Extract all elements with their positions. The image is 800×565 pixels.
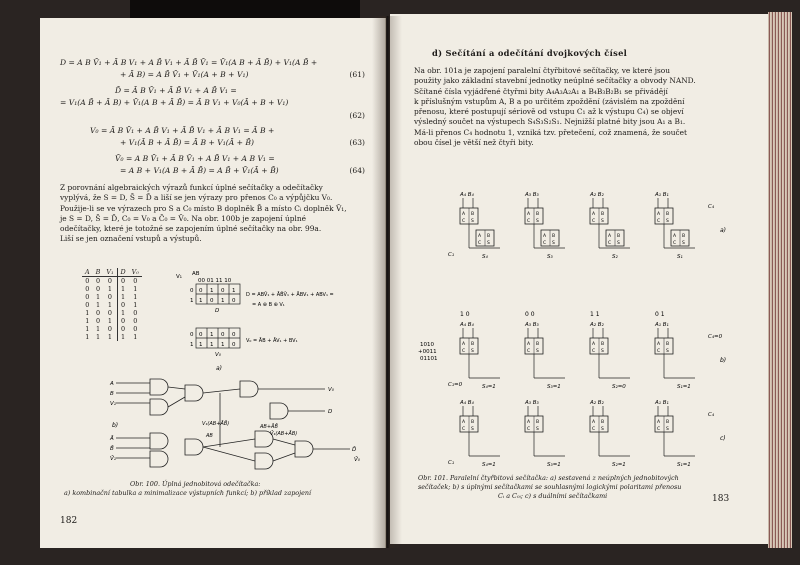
- sum-output-label: S₄=1: [482, 384, 496, 390]
- truth-table-cell: 1: [117, 285, 129, 293]
- block-letter-s: S: [536, 349, 539, 354]
- para-line: odečítačky, které je totožné se zapojením úplné sečítačky na obr. 99a.: [60, 224, 322, 234]
- truth-table-cell: 1: [85, 325, 90, 333]
- sum-example-result: 01101: [420, 356, 438, 362]
- equation-63-line2: + V₁(Ā B + Ā B̄) = Ā B + V₁(Ā + B̄): [120, 138, 254, 147]
- block-letter-c: C: [527, 427, 531, 432]
- para-line: Z porovnání algebraických výrazů funkcí úplné sečítačky a odečítačky: [60, 183, 323, 192]
- truth-table-cell: 1: [117, 333, 129, 341]
- truth-table-cell: 1: [133, 293, 138, 301]
- svg-text:0: 0: [221, 288, 225, 294]
- svg-text:1: 1: [210, 342, 214, 348]
- block-letter-b: B: [487, 234, 491, 239]
- karnaugh-maps: [172, 266, 382, 376]
- para-line: Sčítané čísla vyjádřené čtyřmi bity A₄A₃A₂A₁ a B₄B₃B₂B₁ se přivádějí: [414, 86, 668, 96]
- svg-text:0: 0: [232, 342, 236, 348]
- input-b-label: B: [110, 391, 114, 397]
- fig100-label-a: a): [216, 365, 223, 372]
- block-letter-c: C: [462, 427, 466, 432]
- block-letter-b: B: [471, 342, 475, 347]
- block-letter-b: B: [536, 420, 540, 425]
- input-a-label: A: [110, 381, 114, 387]
- block-letter-c: C: [592, 427, 596, 432]
- block-letter-b: B: [601, 212, 605, 217]
- equation-64-line2: = A B + V₁(A B + Ā B̄) = A B̄ + V̄₁(Ā + B̄): [120, 166, 279, 175]
- truth-table-cell: 0: [85, 277, 90, 285]
- sum-output-label: S₃: [547, 254, 553, 260]
- svg-text:1: 1: [210, 332, 214, 338]
- svg-text:1: 1: [221, 342, 225, 348]
- block-letter-c: C: [478, 241, 482, 246]
- block-letter-a: A: [462, 212, 466, 217]
- input-pair-label: A₃ B₃: [525, 322, 539, 328]
- bit-values-label: 1 1: [590, 311, 600, 318]
- svg-text:0: 0: [232, 332, 236, 338]
- svg-text:1: 1: [190, 298, 194, 304]
- svg-text:0: 0: [199, 288, 203, 294]
- para-line: Použije-li se ve výrazech pro S a C₀ místo B doplněk B̄ a místo Cᵢ doplněk V̄₁,: [60, 203, 347, 213]
- block-letter-c: C: [527, 349, 531, 354]
- figure-101a: [448, 192, 726, 260]
- input-v1n-label: V̄₁: [110, 456, 116, 462]
- svg-text:0: 0: [190, 288, 194, 294]
- figure-101c: [448, 400, 726, 468]
- svg-text:0: 0: [232, 298, 236, 304]
- para-line: přenosu, které postupují sériově od vstupu C₁ až k výstupu C₄) se objeví: [414, 107, 684, 117]
- page-edges: [768, 12, 792, 548]
- fig100-label-b: b): [112, 422, 119, 429]
- truth-table-row: [82, 325, 142, 333]
- right-page-number: 183: [712, 494, 730, 504]
- block-letter-a: A: [592, 212, 596, 217]
- equation-64-line1: V̄₀ = A B V̄₁ + Ā B V̄₁ + A B̄ V₁ + A B V₁ =: [115, 154, 275, 163]
- sum-example-b: +0011: [418, 349, 437, 355]
- block-letter-b: B: [471, 212, 475, 217]
- carry-in-label: C₁=0: [448, 382, 463, 388]
- input-pair-label: A₂ B₂: [590, 400, 604, 406]
- truth-table-cell: 1: [133, 285, 138, 293]
- gate-label-4: AB: [206, 433, 213, 439]
- th-a: A: [82, 268, 93, 277]
- block-letter-a: A: [527, 420, 531, 425]
- truth-table-cell: 0: [107, 277, 112, 285]
- equation-63-line1: V₀ = Ā B V̄₁ + A B̄ V₁ + Ā B̄ V₁ + Ā B V₁ = Ā B +: [90, 126, 275, 135]
- figure-sub-label: b): [720, 357, 727, 364]
- truth-table-row: [82, 317, 142, 325]
- block-letter-b: B: [666, 342, 670, 347]
- svg-text:1: 1: [210, 288, 214, 294]
- block-letter-a: A: [527, 342, 531, 347]
- truth-table-row: [82, 333, 142, 341]
- fig101-caption-title: Obr. 101. Paralelní čtyřbitová sečítačka:: [418, 474, 549, 482]
- truth-table-cell: 0: [95, 317, 101, 325]
- input-pair-label: A₃ B₃: [525, 400, 539, 406]
- svg-text:1: 1: [199, 342, 203, 348]
- input-pair-label: A₁ B₁: [655, 322, 669, 328]
- bit-values-label: 0 0: [525, 311, 535, 318]
- truth-table-cell: 1: [107, 317, 112, 325]
- input-pair-label: A₂ B₂: [590, 192, 604, 198]
- book-gutter: [372, 16, 402, 548]
- block-letter-s: S: [601, 219, 604, 224]
- truth-table-cell: 1: [95, 333, 101, 341]
- block-letter-c: C: [527, 219, 531, 224]
- kmap-d-expression: D = ABV̄₁ + ĀB̄V̄₁ + ĀBV₁ + ABV₁ =: [246, 292, 334, 298]
- truth-table-cell: 1: [85, 309, 90, 317]
- fig101-caption-line0: [418, 474, 758, 483]
- fig100-caption-line1: a) kombinační tabulka a minimalizace výstupních funkcí; b) příklad zapojení: [64, 489, 312, 497]
- truth-table-cell: 0: [85, 301, 90, 309]
- truth-table-cell: 1: [95, 325, 101, 333]
- th-v0: V₀: [129, 268, 142, 277]
- kmap-d-label: D: [215, 308, 220, 314]
- carry-out-label: C₄=0: [708, 334, 723, 340]
- para-line: je S = D, S̄ = D̄, C₀ = V₀ a C̄₀ = V̄₀. Na obr. 100b je zapojení úplné: [60, 213, 306, 223]
- block-letter-c: C: [462, 219, 466, 224]
- sum-output-label: S₁=1: [677, 462, 691, 468]
- input-pair-label: A₁ B₁: [655, 400, 669, 406]
- right-page: [390, 14, 770, 544]
- equation-61-line2: + Ā B) = A B̄ V̄₁ + V̄₁(A + B + V₁): [120, 70, 249, 79]
- block-letter-s: S: [471, 427, 474, 432]
- fig101-caption: [418, 474, 758, 501]
- section-heading: d) Sečítání a odečítání dvojkových čísel: [432, 48, 628, 58]
- block-letter-a: A: [592, 420, 596, 425]
- equation-62-line2: = V₁(A B̄ + Ā B) + V̄₁(A B + Ā B̄) = Ā B V₁ + V₀(Ā + B + V₁): [60, 98, 289, 107]
- gate-label-3: V̄₁(AB+ĀB): [270, 431, 298, 437]
- truth-table-cell: 0: [95, 285, 101, 293]
- input-b2-label: B̄: [110, 446, 114, 452]
- th-d: D: [117, 268, 129, 277]
- block-letter-a: A: [462, 342, 466, 347]
- truth-table-row: [82, 293, 142, 301]
- block-letter-b: B: [471, 420, 475, 425]
- truth-table-row: [82, 301, 142, 309]
- truth-table-cell: 1: [133, 301, 138, 309]
- block-letter-a: A: [527, 212, 531, 217]
- para-line: obou čísel je větší než čtyři bity.: [414, 138, 534, 148]
- input-pair-label: A₄ B₄: [460, 322, 474, 328]
- para-line: použity jako základní stavební jednotky neúplné sečítačky a obvody NAND.: [414, 76, 696, 86]
- svg-text:1: 1: [199, 298, 203, 304]
- truth-table-cell: 1: [85, 333, 90, 341]
- block-letter-b: B: [666, 420, 670, 425]
- left-page: [40, 18, 386, 548]
- block-letter-b: B: [552, 234, 556, 239]
- sum-output-label: S₂=1: [612, 462, 626, 468]
- th-b: B: [93, 268, 104, 277]
- block-letter-a: A: [478, 234, 482, 239]
- para-line: Na obr. 101a je zapojení paralelní čtyřbitové sečítačky, ve které jsou: [414, 66, 671, 75]
- svg-text:0: 0: [221, 332, 225, 338]
- block-letter-a: A: [608, 234, 612, 239]
- output-d-label: D: [328, 409, 333, 415]
- carry-out-label: C₄: [708, 412, 715, 418]
- th-v1: V₁: [103, 268, 117, 277]
- kmap-v-label: V₀: [215, 352, 221, 358]
- right-paragraph: [414, 66, 754, 148]
- input-pair-label: A₄ B₄: [460, 192, 474, 198]
- block-letter-s: S: [471, 219, 474, 224]
- block-letter-b: B: [536, 342, 540, 347]
- block-letter-s: S: [487, 241, 490, 246]
- block-letter-a: A: [657, 212, 661, 217]
- fig101-caption-line2: sečítaček; b) s úplnými sečítačkami se souhlasnými logickými polaritami přenosu: [418, 483, 682, 491]
- para-line: Liší se jen označení vstupů a výstupů.: [60, 234, 202, 244]
- figure-101b: [418, 311, 726, 390]
- truth-table-cell: 1: [107, 301, 112, 309]
- left-page-number: 182: [60, 516, 78, 526]
- equation-63-number: (63): [349, 138, 365, 147]
- svg-text:0: 0: [210, 298, 214, 304]
- equation-62-line1: D̄ = Ā B V̄₁ + Ā B̄ V₁ + A B̄ V₁ =: [115, 86, 237, 95]
- sum-output-label: S₁=1: [677, 384, 691, 390]
- sum-output-label: S₂: [612, 254, 618, 260]
- truth-table-header: [82, 268, 142, 277]
- adder-figures: [418, 176, 750, 476]
- block-letter-c: C: [462, 349, 466, 354]
- block-letter-a: A: [543, 234, 547, 239]
- para-line: k příslušným vstupům A, B a po určitém zpoždění (závislém na zpoždění: [414, 96, 685, 106]
- para-line: výsledný součet na výstupech S₄S₃S₂S₁. Nejnižší platné bity jsou A₁ a B₁.: [414, 117, 686, 127]
- block-letter-c: C: [592, 349, 596, 354]
- block-letter-c: C: [673, 241, 677, 246]
- truth-table-cell: 0: [117, 301, 129, 309]
- block-letter-a: A: [592, 342, 596, 347]
- left-paragraph: [60, 183, 375, 245]
- truth-table-row: [82, 285, 142, 293]
- sum-output-label: S₄: [482, 254, 488, 260]
- equation-61-line1: D = A B V̄₁ + Ā B V₁ + A B̄ V₁ + Ā B̄ V̄₁ = V̄₁(A B + Ā B̄) + V₁(A B̄ +: [60, 58, 318, 67]
- block-letter-c: C: [592, 219, 596, 224]
- para-line: vyplývá, že S = D, S̄ = D̄ a liší se jen výrazy pro přenos C₀ a výpůjčku V₀.: [60, 193, 333, 203]
- figure-sub-label: c): [720, 435, 726, 442]
- block-letter-b: B: [601, 342, 605, 347]
- svg-text:0: 0: [199, 332, 203, 338]
- block-letter-c: C: [608, 241, 612, 246]
- sum-output-label: S₃=1: [547, 462, 561, 468]
- truth-table-cell: 0: [107, 325, 112, 333]
- truth-table-cell: 0: [133, 277, 138, 285]
- kmap-v-expression: V₀ = ĀB + ĀV₁ + BV₁: [246, 338, 298, 344]
- fig101-caption-line3: Cᵢ a C₀ᵢ; c) s duálními sečítačkami: [498, 492, 608, 500]
- carry-in-label: C₁: [448, 460, 455, 466]
- block-letter-b: B: [666, 212, 670, 217]
- block-letter-s: S: [471, 349, 474, 354]
- block-letter-a: A: [657, 342, 661, 347]
- block-letter-s: S: [617, 241, 620, 246]
- sum-output-label: S₁: [677, 254, 683, 260]
- carry-out-label: C₄: [708, 204, 715, 210]
- truth-table-cell: 0: [117, 317, 129, 325]
- carry-in-label: C₁: [448, 252, 455, 258]
- block-letter-a: A: [657, 420, 661, 425]
- equation-61-number: (61): [349, 70, 365, 79]
- kmap-top-labels: 00 01 11 10: [198, 278, 232, 284]
- block-letter-s: S: [536, 219, 539, 224]
- truth-table-cell: 1: [95, 293, 101, 301]
- truth-table-cell: 1: [85, 317, 90, 325]
- truth-table-row: [82, 277, 142, 286]
- input-v1-label: V₁: [110, 401, 116, 407]
- truth-table-cell: 1: [95, 301, 101, 309]
- truth-table-cell: 0: [107, 309, 112, 317]
- truth-table-cell: 0: [133, 309, 138, 317]
- block-letter-c: C: [657, 427, 661, 432]
- truth-table-cell: 0: [133, 325, 138, 333]
- kmap-v1-label: V₁: [176, 274, 182, 280]
- block-letter-b: B: [682, 234, 686, 239]
- gate-label-1: V₁(AB+ĀB̄): [202, 421, 230, 427]
- truth-table-cell: 0: [85, 285, 90, 293]
- block-letter-s: S: [666, 349, 669, 354]
- input-a2-label: Ā: [110, 436, 114, 442]
- kmap-ab-label: AB: [192, 271, 200, 277]
- truth-table-cell: 1: [117, 309, 129, 317]
- sum-output-label: S₃=1: [547, 384, 561, 390]
- block-letter-c: C: [657, 219, 661, 224]
- truth-table-row: [82, 309, 142, 317]
- sum-output-label: S₄=1: [482, 462, 496, 468]
- input-pair-label: A₃ B₃: [525, 192, 539, 198]
- equation-62-number: (62): [349, 111, 365, 120]
- block-letter-s: S: [666, 219, 669, 224]
- sum-output-label: S₂=0: [612, 384, 626, 390]
- input-pair-label: A₁ B₁: [655, 192, 669, 198]
- block-letter-s: S: [682, 241, 685, 246]
- svg-text:1: 1: [190, 342, 194, 348]
- block-letter-a: A: [673, 234, 677, 239]
- figure-sub-label: a): [720, 227, 727, 234]
- fig100-caption-title: Obr. 100. Úplná jednobitová odečítačka:: [130, 480, 261, 488]
- fig101-caption-line1: a) sestavená z neúplných jednobitových: [550, 474, 679, 482]
- sum-example-a: 1010: [420, 342, 434, 348]
- svg-text:1: 1: [232, 288, 236, 294]
- block-letter-c: C: [543, 241, 547, 246]
- block-letter-b: B: [601, 420, 605, 425]
- block-letter-s: S: [552, 241, 555, 246]
- para-line: Má-li přenos C₄ hodnotu 1, vzniká tzv. přetečení, což znamená, že součet: [414, 127, 687, 137]
- block-letter-c: C: [657, 349, 661, 354]
- output-v0-label: V₀: [328, 387, 334, 393]
- bit-values-label: 0 1: [655, 311, 665, 318]
- svg-text:0: 0: [190, 332, 194, 338]
- block-letter-b: B: [536, 212, 540, 217]
- block-letter-s: S: [536, 427, 539, 432]
- truth-table-cell: 0: [117, 277, 129, 286]
- input-pair-label: A₂ B₂: [590, 322, 604, 328]
- truth-table-cell: 1: [107, 333, 112, 341]
- truth-table-cell: 1: [107, 285, 112, 293]
- output-vn-label: V̄₀: [354, 457, 360, 463]
- truth-table-cell: 1: [133, 333, 138, 341]
- truth-table-cell: 0: [107, 293, 112, 301]
- output-dn-label: D̄: [352, 447, 357, 453]
- block-letter-s: S: [601, 349, 604, 354]
- bit-values-label: 1 0: [460, 311, 470, 318]
- truth-table-cell: 0: [85, 293, 90, 301]
- kmap-d-expression2: = A ⊕ B ⊕ V₁: [252, 302, 285, 308]
- block-letter-b: B: [617, 234, 621, 239]
- truth-table-cell: 0: [95, 277, 101, 285]
- truth-table-cell: 0: [117, 325, 129, 333]
- block-letter-s: S: [601, 427, 604, 432]
- block-letter-s: S: [666, 427, 669, 432]
- truth-table-cell: 0: [133, 317, 138, 325]
- equation-64-number: (64): [349, 166, 365, 175]
- truth-table-cell: 0: [95, 309, 101, 317]
- svg-text:1: 1: [221, 298, 225, 304]
- input-pair-label: A₄ B₄: [460, 400, 474, 406]
- block-letter-a: A: [462, 420, 466, 425]
- truth-table-cell: 1: [117, 293, 129, 301]
- gate-label-2: AB+ĀB̄: [260, 424, 278, 430]
- subtractor-circuit: [110, 373, 380, 478]
- truth-table: [82, 268, 142, 341]
